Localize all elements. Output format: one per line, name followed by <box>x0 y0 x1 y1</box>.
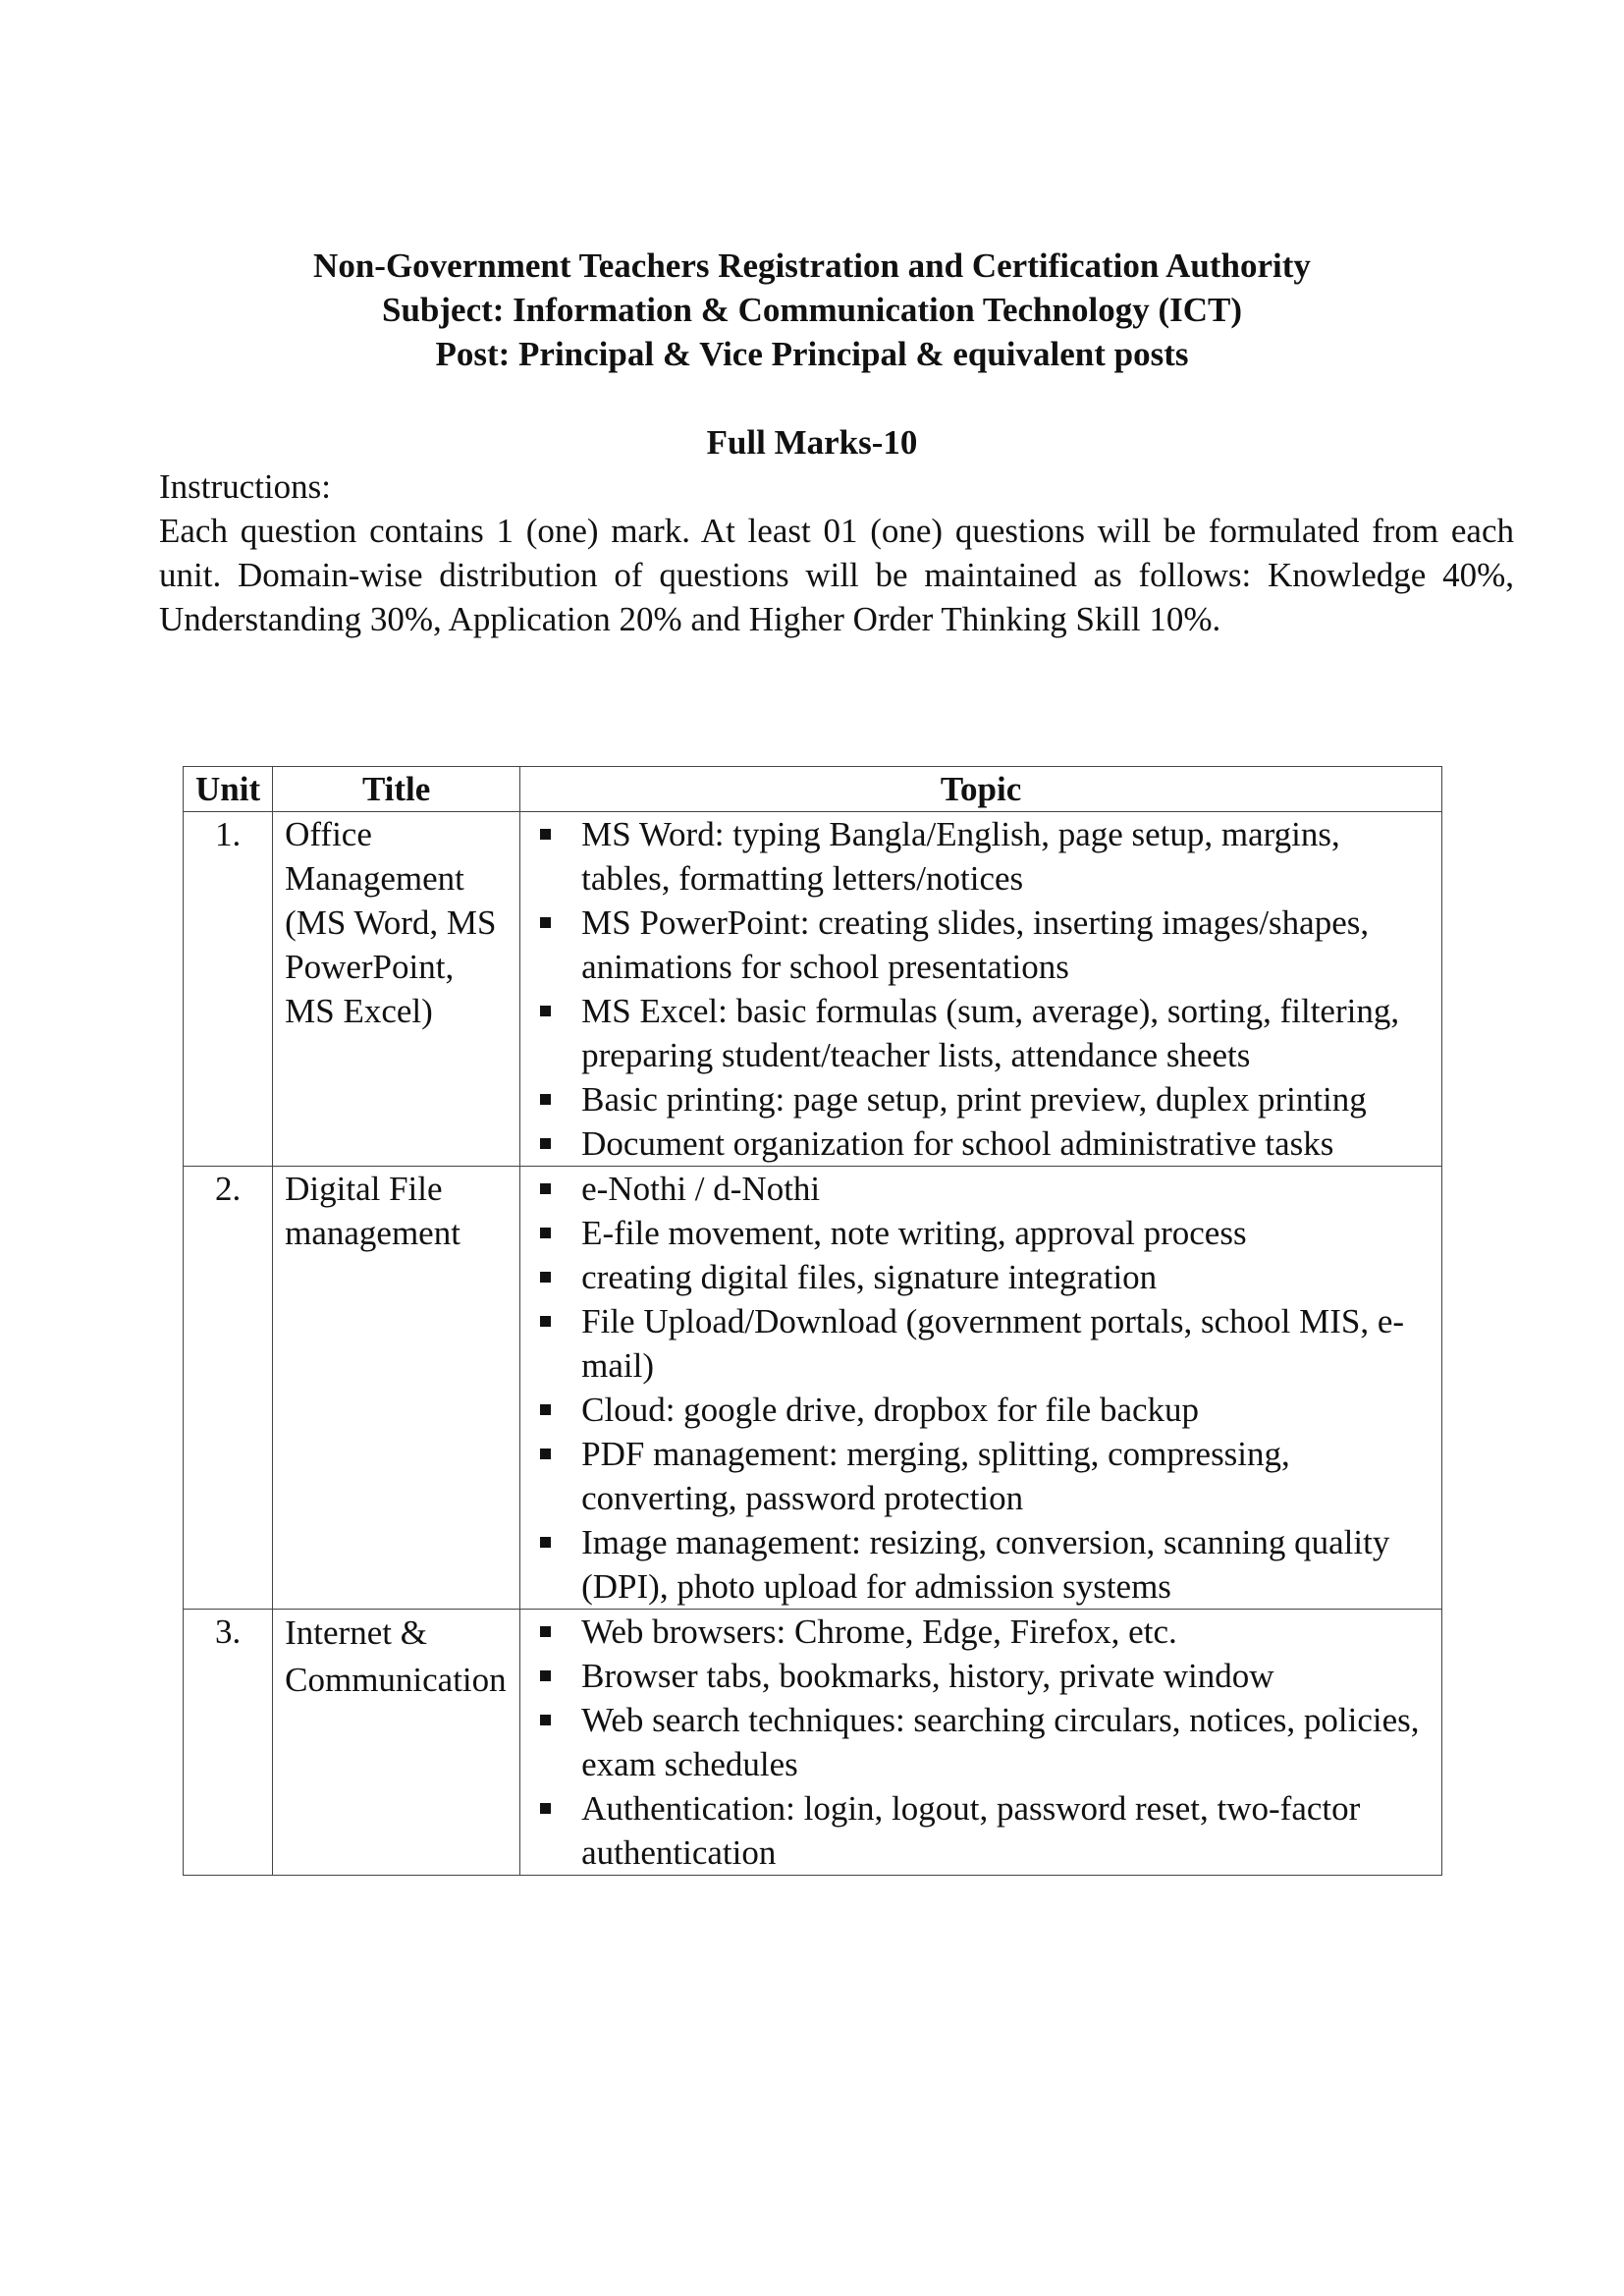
topic-item: Web search techniques: searching circulars, notices, policies, exam schedules <box>581 1698 1430 1786</box>
topic-list <box>532 812 1430 1166</box>
table-row <box>184 1610 1442 1876</box>
authority-title: Non-Government Teachers Registration and Certification Authority <box>313 246 1311 285</box>
topic-header: Topic <box>520 767 1442 812</box>
table-row <box>184 812 1442 1167</box>
unit-number: 1. <box>184 812 273 1167</box>
topic-list <box>532 1167 1430 1609</box>
topic-list <box>532 1610 1430 1875</box>
unit-title: Office Management (MS Word, MS PowerPoint, MS Excel) <box>273 812 520 1167</box>
topic-item: MS Word: typing Bangla/English, page setup, margins, tables, formatting letters/notices <box>581 812 1430 901</box>
table-header-row <box>184 767 1442 812</box>
topic-item: Web browsers: Chrome, Edge, Firefox, etc. <box>581 1610 1430 1654</box>
topic-item: File Upload/Download (government portals, school MIS, e-mail) <box>581 1299 1430 1388</box>
instructions-section <box>159 465 1514 641</box>
unit-number: 2. <box>184 1167 273 1610</box>
subject-line: Subject: Information & Communication Technology (ICT) <box>381 291 1242 329</box>
full-marks: Full Marks-10 <box>706 423 918 462</box>
document-header <box>0 244 1624 376</box>
title-header: Title <box>273 767 520 812</box>
unit-title: Internet & Communication <box>273 1610 520 1876</box>
topic-item: Basic printing: page setup, print preview, duplex printing <box>581 1077 1430 1121</box>
topic-cell <box>520 1610 1442 1876</box>
topic-cell <box>520 1167 1442 1610</box>
topic-item: creating digital files, signature integration <box>581 1255 1430 1299</box>
syllabus-table <box>183 766 1442 1876</box>
topic-item: Document organization for school administrative tasks <box>581 1121 1430 1166</box>
topic-item: Browser tabs, bookmarks, history, private window <box>581 1654 1430 1698</box>
instructions-label: Instructions: <box>159 467 331 506</box>
topic-item: Image management: resizing, conversion, scanning quality (DPI), photo upload for admission systems <box>581 1520 1430 1609</box>
instructions-body: Each question contains 1 (one) mark. At least 01 (one) questions will be formulated from each unit. Domain-wise distribution of questions will be maintained as follows: Knowledge 40%, Understanding 30%, Application 20% and Higher Order Thinking Skill 10%. <box>159 512 1514 638</box>
topic-item: e-Nothi / d-Nothi <box>581 1167 1430 1211</box>
topic-item: MS PowerPoint: creating slides, inserting images/shapes, animations for school presentations <box>581 901 1430 989</box>
topic-item: MS Excel: basic formulas (sum, average), sorting, filtering, preparing student/teacher lists, attendance sheets <box>581 989 1430 1077</box>
post-line: Post: Principal & Vice Principal & equivalent posts <box>435 335 1189 373</box>
unit-title: Digital File management <box>273 1167 520 1610</box>
topic-item: Authentication: login, logout, password reset, two-factor authentication <box>581 1786 1430 1875</box>
topic-item: E-file movement, note writing, approval process <box>581 1211 1430 1255</box>
table-row <box>184 1167 1442 1610</box>
topic-cell <box>520 812 1442 1167</box>
unit-header: Unit <box>184 767 273 812</box>
topic-item: PDF management: merging, splitting, compressing, converting, password protection <box>581 1432 1430 1520</box>
unit-number: 3. <box>184 1610 273 1876</box>
topic-item: Cloud: google drive, dropbox for file backup <box>581 1388 1430 1432</box>
